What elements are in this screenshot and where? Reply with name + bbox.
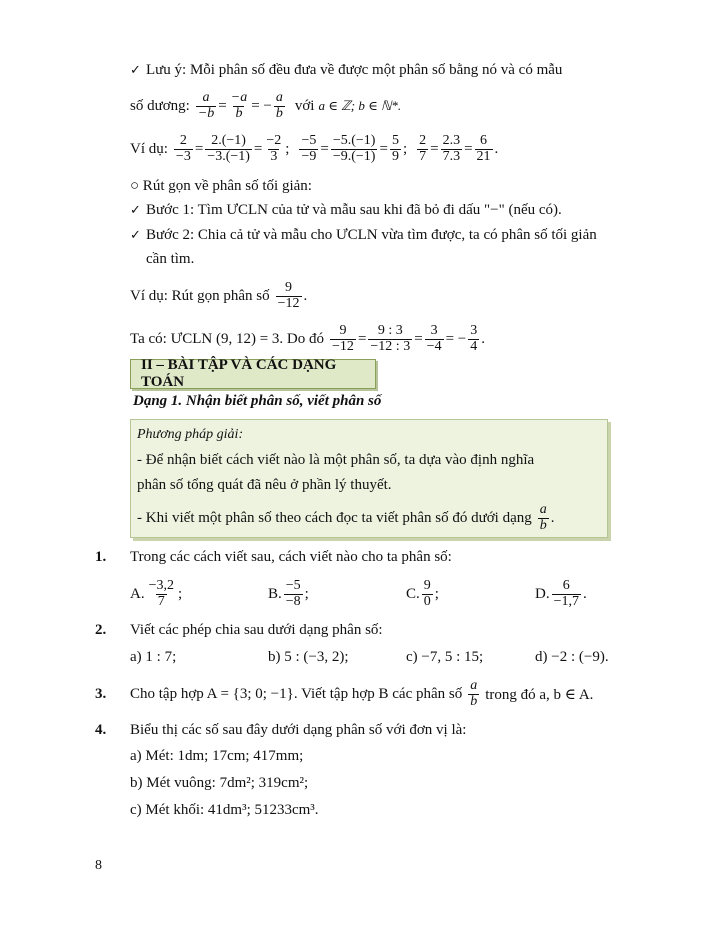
method-line-2: phân số tổng quát đã nêu ở phần lý thuyết. <box>137 477 392 493</box>
option-label: A. <box>130 585 145 602</box>
equals-minus: = − <box>251 97 272 114</box>
step-2-cont: cần tìm. <box>146 251 195 267</box>
fraction: $\frac{3}{4}$ <box>470 322 478 354</box>
fraction: $\frac{5}{9}$ <box>391 132 399 164</box>
fraction: $\frac{a}{b}$ <box>470 677 478 709</box>
fraction: $\frac{6}{21}$ <box>476 132 491 164</box>
checkmark-icon: ✓ <box>130 228 141 243</box>
solution-label: Ta có: ƯCLN (9, 12) = 3. Do đó <box>130 330 325 347</box>
fraction: $\frac{2}{7}$ <box>419 132 427 164</box>
exercise-4-b: b) Mét vuông: 7dm²; 319cm²; <box>130 775 309 791</box>
exercise-1-text: Trong các cách viết sau, cách viết nào cho ta phân số: <box>130 549 452 565</box>
fraction: $\frac{9 : 3}{-12 : 3}$ <box>370 322 411 354</box>
exercise-4-number: 4. <box>95 722 107 738</box>
fraction: $\frac{a}{b}$ <box>275 89 283 121</box>
method-line-3: - Khi viết một phân số theo cách đọc ta viết phân số đó dưới dạng $\frac{a}{b}$ . <box>137 501 555 533</box>
reduce-example-label: Ví dụ: Rút gọn phân số <box>130 287 270 304</box>
method-line-1: - Để nhận biết cách viết nào là một phân số, ta dựa vào định nghĩa <box>137 452 535 468</box>
option-label: D. <box>535 585 550 602</box>
note-line-2 <box>130 88 401 124</box>
fraction: $\frac{9}{-12}$ <box>277 279 300 311</box>
option-tail: . <box>583 585 587 602</box>
condition: a ∈ ℤ; b ∈ ℕ*. <box>318 98 402 113</box>
exercise-2-number: 2. <box>95 622 107 638</box>
fraction: $\frac{9}{-12}$ <box>332 322 354 354</box>
checkmark-icon: ✓ <box>130 203 141 218</box>
option-d <box>535 576 587 612</box>
fraction: $\frac{9}{0}$ <box>423 577 431 609</box>
checkmark-icon: ✓ <box>130 63 141 78</box>
fraction: $\frac{2.3}{7.3}$ <box>442 132 461 164</box>
option-c <box>406 576 439 612</box>
option-label: C. <box>406 585 420 602</box>
method-line-3-text: - Khi viết một phân số theo cách đọc ta viết phân số đó dưới dạng <box>137 509 532 526</box>
option-tail: ; <box>434 585 439 602</box>
step-1 <box>130 202 562 219</box>
note-line-1 <box>130 62 562 79</box>
option-label: B. <box>268 585 282 602</box>
exercise-3-text: Cho tập hợp A = {3; 0; −1}. Viết tập hợp B các phân số <box>130 685 463 702</box>
exercise-2-opt-b: b) 5 : (−3, 2); <box>268 649 349 665</box>
fraction: $\frac{-a}{b}$ <box>230 89 248 121</box>
fraction: $\frac{3}{-4}$ <box>426 322 442 354</box>
note-text: Lưu ý: Mỗi phân số đều đưa về được một phân số bằng nó và có mẫu <box>146 62 563 78</box>
exercise-4-text: Biểu thị các số sau đây dưới dạng phân số với đơn vị là: <box>130 722 467 738</box>
method-box <box>130 419 608 538</box>
reduce-example: Ví dụ: Rút gọn phân số $\frac{9}{-12}$ . <box>130 279 308 311</box>
exercise-3-number: 3. <box>95 686 107 702</box>
fraction: $\frac{6}{-1,7}$ <box>553 577 579 609</box>
method-title: Phương pháp giải: <box>137 427 244 442</box>
exercise-2-opt-c: c) −7, 5 : 15; <box>406 649 484 665</box>
fraction: $\frac{-3,2}{7}$ <box>148 577 174 609</box>
step-2 <box>130 227 597 244</box>
section-heading: II – BÀI TẬP VÀ CÁC DẠNG TOÁN <box>130 359 376 389</box>
fraction: $\frac{-2}{3}$ <box>266 132 282 164</box>
option-tail: ; <box>304 585 309 602</box>
fraction: $\frac{-5}{-9}$ <box>301 132 317 164</box>
fraction: $\frac{a}{-b}$ <box>197 89 215 121</box>
step-1-text: Bước 1: Tìm ƯCLN của tử và mẫu sau khi đã bỏ đi dấu "−" (nếu có). <box>146 202 562 218</box>
note-text-2: số dương: <box>130 97 190 114</box>
option-b <box>268 576 309 612</box>
exercise-3-text-2: trong đó a, b ∈ A. <box>485 686 594 703</box>
word-voi: với <box>294 97 315 114</box>
equals: = <box>218 97 227 114</box>
example-1: Ví dụ: $\frac{2}{-3}$ = $\frac{2.(-1)}{-3.(-1)}$ = $\frac{-2}{3}$ ; $\frac{-5}{-9}$ = $\frac{-5.(-1)}{-9.(-1)}$ = $\frac{5}{9}$ ; $\frac{2}{7}$ = $\frac{2.3}{7.3}$ = $\frac{6}{21}$ . <box>130 132 499 164</box>
exercise-1-number: 1. <box>95 549 107 565</box>
option-a <box>130 576 182 612</box>
reduce-solution: Ta có: ƯCLN (9, 12) = 3. Do đó $\frac{9}{-12}$ = $\frac{9 : 3}{-12 : 3}$ = $\frac{3}{-4}$ = − $\frac{3}{4}$ . <box>130 322 485 354</box>
exercise-3-line <box>130 675 593 713</box>
fraction: $\frac{a}{b}$ <box>539 501 547 533</box>
exercise-2-opt-d: d) −2 : (−9). <box>535 649 609 665</box>
exercise-4-c: c) Mét khối: 41dm³; 51233cm³. <box>130 802 319 818</box>
fraction: $\frac{2.(-1)}{-3.(-1)}$ <box>207 132 250 164</box>
fraction: $\frac{2}{-3}$ <box>175 132 191 164</box>
page-number: 8 <box>95 858 102 873</box>
exercise-4-a: a) Mét: 1dm; 17cm; 417mm; <box>130 748 304 764</box>
reduce-title: ○ Rút gọn về phân số tối giản: <box>130 178 312 194</box>
fraction: $\frac{-5.(-1)}{-9.(-1)}$ <box>332 132 376 164</box>
example-label: Ví dụ: <box>130 140 168 157</box>
fraction: $\frac{-5}{-8}$ <box>285 577 301 609</box>
step-2-text: Bước 2: Chia cả tử và mẫu cho ƯCLN vừa tìm được, ta có phân số tối giản <box>146 227 597 243</box>
exercise-2-text: Viết các phép chia sau dưới dạng phân số: <box>130 622 383 638</box>
type-1-title: Dạng 1. Nhận biết phân số, viết phân số <box>133 393 382 409</box>
exercise-2-opt-a: a) 1 : 7; <box>130 649 177 665</box>
option-tail: ; <box>178 585 183 602</box>
